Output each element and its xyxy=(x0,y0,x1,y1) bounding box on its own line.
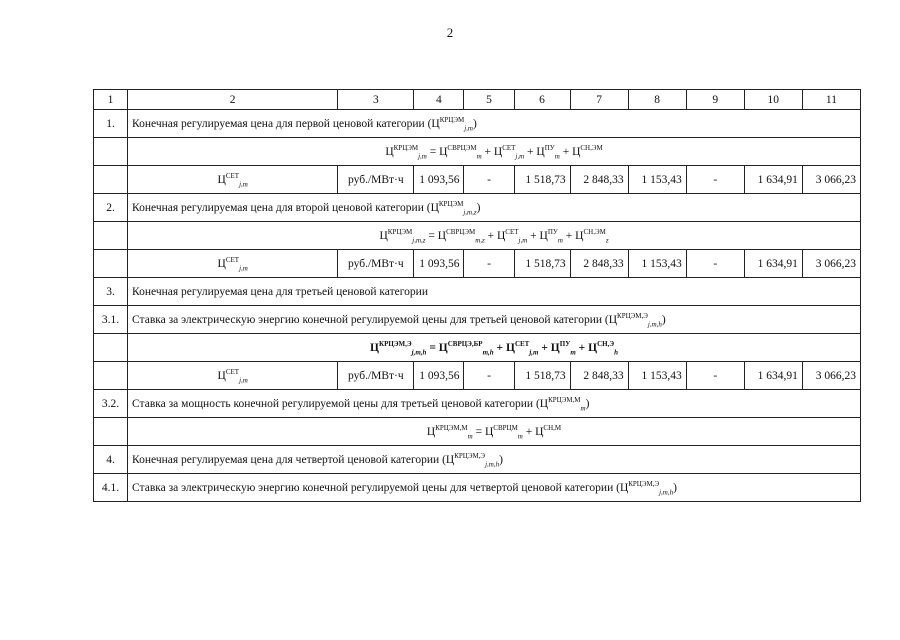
title-superscript: КРЦЭМ,Э xyxy=(628,479,660,488)
title-superscript: КРЦЭМ xyxy=(439,115,465,124)
values-row xyxy=(94,362,861,390)
price-symbol xyxy=(493,143,525,160)
section-number: 3.1. xyxy=(94,306,128,334)
price-symbol xyxy=(438,339,494,356)
section-number: 3. xyxy=(94,278,128,306)
symbol-superscript: КРЦЭМ,Э xyxy=(379,339,412,348)
section-title xyxy=(128,446,861,474)
symbol-base: Ц xyxy=(217,369,226,382)
symbol-superscript: СВРЦЭМ xyxy=(446,227,476,236)
value-cell-c7: 2 848,33 xyxy=(570,362,628,390)
formula-cell xyxy=(128,222,861,250)
section-number: 2. xyxy=(94,194,128,222)
section-title-text: Ставка за электрическую энергию конечной регулируемой цены для третьей ценовой категории (Ц xyxy=(132,313,618,326)
section-title-row xyxy=(94,390,861,418)
formula-operator: = xyxy=(426,341,439,354)
value-label xyxy=(128,362,338,390)
price-symbol xyxy=(484,423,523,440)
symbol-superscript: КРЦЭМ xyxy=(387,227,413,236)
price-symbol xyxy=(370,339,427,356)
symbol-base: Ц xyxy=(426,425,436,438)
title-subscript: j,m,h xyxy=(485,459,500,468)
value-cell-c4: 1 093,56 xyxy=(414,362,464,390)
section-title-text: Конечная регулируемая цена для второй ценовой категории (Ц xyxy=(132,201,439,214)
section-title xyxy=(128,278,861,306)
symbol-subscript: j,m xyxy=(239,179,248,188)
symbol-superscript: ПУ xyxy=(559,339,571,348)
value-cell-c10: 1 634,91 xyxy=(744,166,802,194)
symbol-superscript: СЕТ xyxy=(505,227,519,236)
symbol-superscript: СЕТ xyxy=(502,143,516,152)
price-symbol xyxy=(385,143,427,160)
section-title-row xyxy=(94,446,861,474)
value-label xyxy=(128,166,338,194)
value-cell-c6: 1 518,73 xyxy=(514,250,570,278)
symbol-base: Ц xyxy=(588,341,598,354)
price-symbol xyxy=(539,227,563,244)
value-cell-c6: 1 518,73 xyxy=(514,362,570,390)
empty-cell xyxy=(94,418,128,446)
symbol-subscript: m xyxy=(570,347,576,356)
value-cell-c4: 1 093,56 xyxy=(414,250,464,278)
price-symbol xyxy=(437,227,485,244)
symbol-subscript: j,m,z xyxy=(412,235,426,244)
unit-cell: руб./МВт·ч xyxy=(338,362,414,390)
symbol-superscript: СЕТ xyxy=(225,171,240,180)
empty-cell xyxy=(94,362,128,390)
value-cell-c11: 3 066,23 xyxy=(802,250,860,278)
column-header: 2 xyxy=(128,90,338,110)
symbol-superscript: СЕТ xyxy=(514,339,530,348)
section-title-text: Ставка за электрическую энергию конечной регулируемой цены для четвертой ценовой категории (Ц xyxy=(132,481,629,494)
column-header: 1 xyxy=(94,90,128,110)
formula-row xyxy=(94,418,861,446)
section-title xyxy=(128,110,861,138)
formula-operator: + xyxy=(522,425,536,438)
value-cell-c7: 2 848,33 xyxy=(570,166,628,194)
symbol-superscript: СВРЦМ xyxy=(493,423,518,432)
value-cell-c11: 3 066,23 xyxy=(802,362,860,390)
formula-operator: = xyxy=(426,145,440,158)
value-cell-c8: 1 153,43 xyxy=(628,250,686,278)
column-header: 10 xyxy=(744,90,802,110)
value-cell-c11: 3 066,23 xyxy=(802,166,860,194)
price-symbol xyxy=(505,339,539,356)
section-title-row xyxy=(94,110,861,138)
column-header: 4 xyxy=(414,90,464,110)
price-symbol xyxy=(217,367,248,384)
symbol-subscript: j,m,h xyxy=(411,347,427,356)
formula-row xyxy=(94,334,861,362)
section-number: 3.2. xyxy=(94,390,128,418)
section-title xyxy=(128,390,861,418)
section-title-text: Ставка за мощность конечной регулируемой цены для третьей ценовой категории (Ц xyxy=(132,397,549,410)
price-symbol xyxy=(379,227,426,244)
symbol-subscript: m xyxy=(517,431,523,440)
symbol-superscript: СН,Э xyxy=(597,339,615,348)
section-title-row xyxy=(94,474,861,502)
symbol-subscript: j,m xyxy=(239,263,248,272)
price-symbol xyxy=(575,227,609,244)
price-symbol xyxy=(535,423,562,438)
symbol-superscript: СН,ЭМ xyxy=(583,227,606,236)
formula-operator: + xyxy=(562,229,576,242)
symbol-base: Ц xyxy=(437,229,447,242)
section-title-row xyxy=(94,306,861,334)
formula-operator: = xyxy=(472,425,485,438)
symbol-base: Ц xyxy=(385,145,394,158)
symbol-base: Ц xyxy=(550,341,560,354)
unit-cell: руб./МВт·ч xyxy=(338,250,414,278)
section-title-row xyxy=(94,278,861,306)
symbol-base: Ц xyxy=(575,229,584,242)
symbol-subscript: j,m xyxy=(239,375,248,384)
symbol-subscript: j,m xyxy=(515,151,525,160)
symbol-base: Ц xyxy=(539,229,548,242)
formula-operator: + xyxy=(527,229,540,242)
symbol-base: Ц xyxy=(379,229,388,242)
symbol-base: Ц xyxy=(572,145,581,158)
symbol-base: Ц xyxy=(439,145,448,158)
symbol-subscript: j,m xyxy=(518,235,528,244)
page-number: 2 xyxy=(446,25,454,40)
title-end: ) xyxy=(472,117,477,130)
formula-cell xyxy=(128,138,861,166)
value-cell-c5: - xyxy=(464,250,514,278)
formula-operator: + xyxy=(575,341,589,354)
title-subscript: j,m xyxy=(464,123,473,132)
title-superscript: КРЦЭМ,Э xyxy=(617,311,648,320)
column-header: 3 xyxy=(338,90,414,110)
title-subscript: j,m,h xyxy=(659,487,674,496)
formula-operator: + xyxy=(493,341,506,354)
column-header: 11 xyxy=(802,90,860,110)
symbol-base: Ц xyxy=(505,341,515,354)
formula-operator: + xyxy=(538,341,551,354)
symbol-superscript: КРЦЭМ,М xyxy=(435,423,468,432)
title-end: ) xyxy=(499,453,503,466)
title-end: ) xyxy=(661,313,666,326)
values-row xyxy=(94,166,861,194)
price-symbol xyxy=(572,143,603,158)
value-cell-c10: 1 634,91 xyxy=(744,362,802,390)
column-header: 6 xyxy=(514,90,570,110)
section-number: 4.1. xyxy=(94,474,128,502)
section-title-row xyxy=(94,194,861,222)
symbol-base: Ц xyxy=(535,425,544,438)
section-number: 1. xyxy=(94,110,128,138)
section-title xyxy=(128,306,861,334)
price-symbol xyxy=(217,171,248,188)
symbol-subscript: h xyxy=(614,347,618,356)
value-cell-c8: 1 153,43 xyxy=(628,362,686,390)
symbol-subscript: m xyxy=(467,431,473,440)
title-superscript: КРЦЭМ,М xyxy=(548,395,581,404)
value-label xyxy=(128,250,338,278)
symbol-subscript: m xyxy=(476,151,482,160)
price-symbol xyxy=(217,255,248,272)
header-row xyxy=(94,90,861,110)
title-subscript: j,m,h xyxy=(647,319,662,328)
value-cell-c4: 1 093,56 xyxy=(414,166,464,194)
price-symbol xyxy=(439,143,482,160)
price-symbol xyxy=(550,339,576,356)
section-title-text: Конечная регулируемая цена для четвертой ценовой категории (Ц xyxy=(132,453,455,466)
section-title xyxy=(128,474,861,502)
price-symbol xyxy=(536,143,560,160)
tariff-table xyxy=(93,89,861,502)
formula-operator: + xyxy=(481,145,494,158)
symbol-subscript: m xyxy=(557,235,563,244)
title-superscript: КРЦЭМ xyxy=(438,199,464,208)
column-header: 9 xyxy=(686,90,744,110)
section-number: 4. xyxy=(94,446,128,474)
section-title-text: Конечная регулируемая цена для третьей ценовой категории xyxy=(132,285,428,298)
formula-operator: + xyxy=(524,145,537,158)
symbol-superscript: СЕТ xyxy=(225,255,240,264)
value-cell-c8: 1 153,43 xyxy=(628,166,686,194)
symbol-subscript: j,m xyxy=(529,347,539,356)
empty-cell xyxy=(94,138,128,166)
symbol-superscript: ПУ xyxy=(544,143,555,152)
symbol-subscript: m,z xyxy=(475,235,485,244)
formula-row xyxy=(94,222,861,250)
empty-cell xyxy=(94,222,128,250)
column-header: 8 xyxy=(628,90,686,110)
value-cell-c6: 1 518,73 xyxy=(514,166,570,194)
symbol-base: Ц xyxy=(496,229,506,242)
title-subscript: m xyxy=(580,403,586,412)
price-symbol xyxy=(588,339,618,356)
value-cell-c9: - xyxy=(686,166,744,194)
symbol-base: Ц xyxy=(217,173,226,186)
values-row xyxy=(94,250,861,278)
column-header: 5 xyxy=(464,90,514,110)
title-end: ) xyxy=(673,481,677,494)
column-header: 7 xyxy=(570,90,628,110)
title-superscript: КРЦЭМ,Э xyxy=(454,451,486,460)
value-cell-c7: 2 848,33 xyxy=(570,250,628,278)
empty-cell xyxy=(94,250,128,278)
formula-cell xyxy=(128,334,861,362)
symbol-subscript: z xyxy=(605,235,609,244)
section-title xyxy=(128,194,861,222)
formula-operator: + xyxy=(559,145,573,158)
symbol-subscript: m,h xyxy=(482,347,494,356)
symbol-superscript: СЕТ xyxy=(225,367,240,376)
value-cell-c9: - xyxy=(686,250,744,278)
symbol-base: Ц xyxy=(536,145,545,158)
value-cell-c9: - xyxy=(686,362,744,390)
symbol-base: Ц xyxy=(217,257,226,270)
symbol-base: Ц xyxy=(370,341,379,354)
symbol-subscript: m xyxy=(554,151,560,160)
symbol-superscript: ПУ xyxy=(547,227,558,236)
formula-cell xyxy=(128,418,861,446)
symbol-superscript: СВРЦЭ,БР xyxy=(447,339,483,348)
symbol-base: Ц xyxy=(493,145,503,158)
symbol-base: Ц xyxy=(438,341,448,354)
formula-operator: = xyxy=(425,229,438,242)
unit-cell: руб./МВт·ч xyxy=(338,166,414,194)
value-cell-c5: - xyxy=(464,166,514,194)
formula-operator: + xyxy=(484,229,497,242)
empty-cell xyxy=(94,166,128,194)
section-title-text: Конечная регулируемая цена для первой ценовой категории (Ц xyxy=(132,117,440,130)
empty-cell xyxy=(94,334,128,362)
symbol-subscript: j,m xyxy=(418,151,427,160)
title-end: ) xyxy=(476,201,481,214)
symbol-superscript: КРЦЭМ xyxy=(393,143,419,152)
symbol-superscript: СН,М xyxy=(543,423,562,432)
value-cell-c10: 1 634,91 xyxy=(744,250,802,278)
symbol-superscript: СВРЦЭМ xyxy=(447,143,477,152)
symbol-superscript: СН,ЭМ xyxy=(580,143,603,152)
value-cell-c5: - xyxy=(464,362,514,390)
title-end: ) xyxy=(585,397,590,410)
title-subscript: j,m,z xyxy=(463,207,477,216)
price-symbol xyxy=(496,227,528,244)
symbol-base: Ц xyxy=(484,425,494,438)
formula-row xyxy=(94,138,861,166)
price-symbol xyxy=(426,423,473,440)
